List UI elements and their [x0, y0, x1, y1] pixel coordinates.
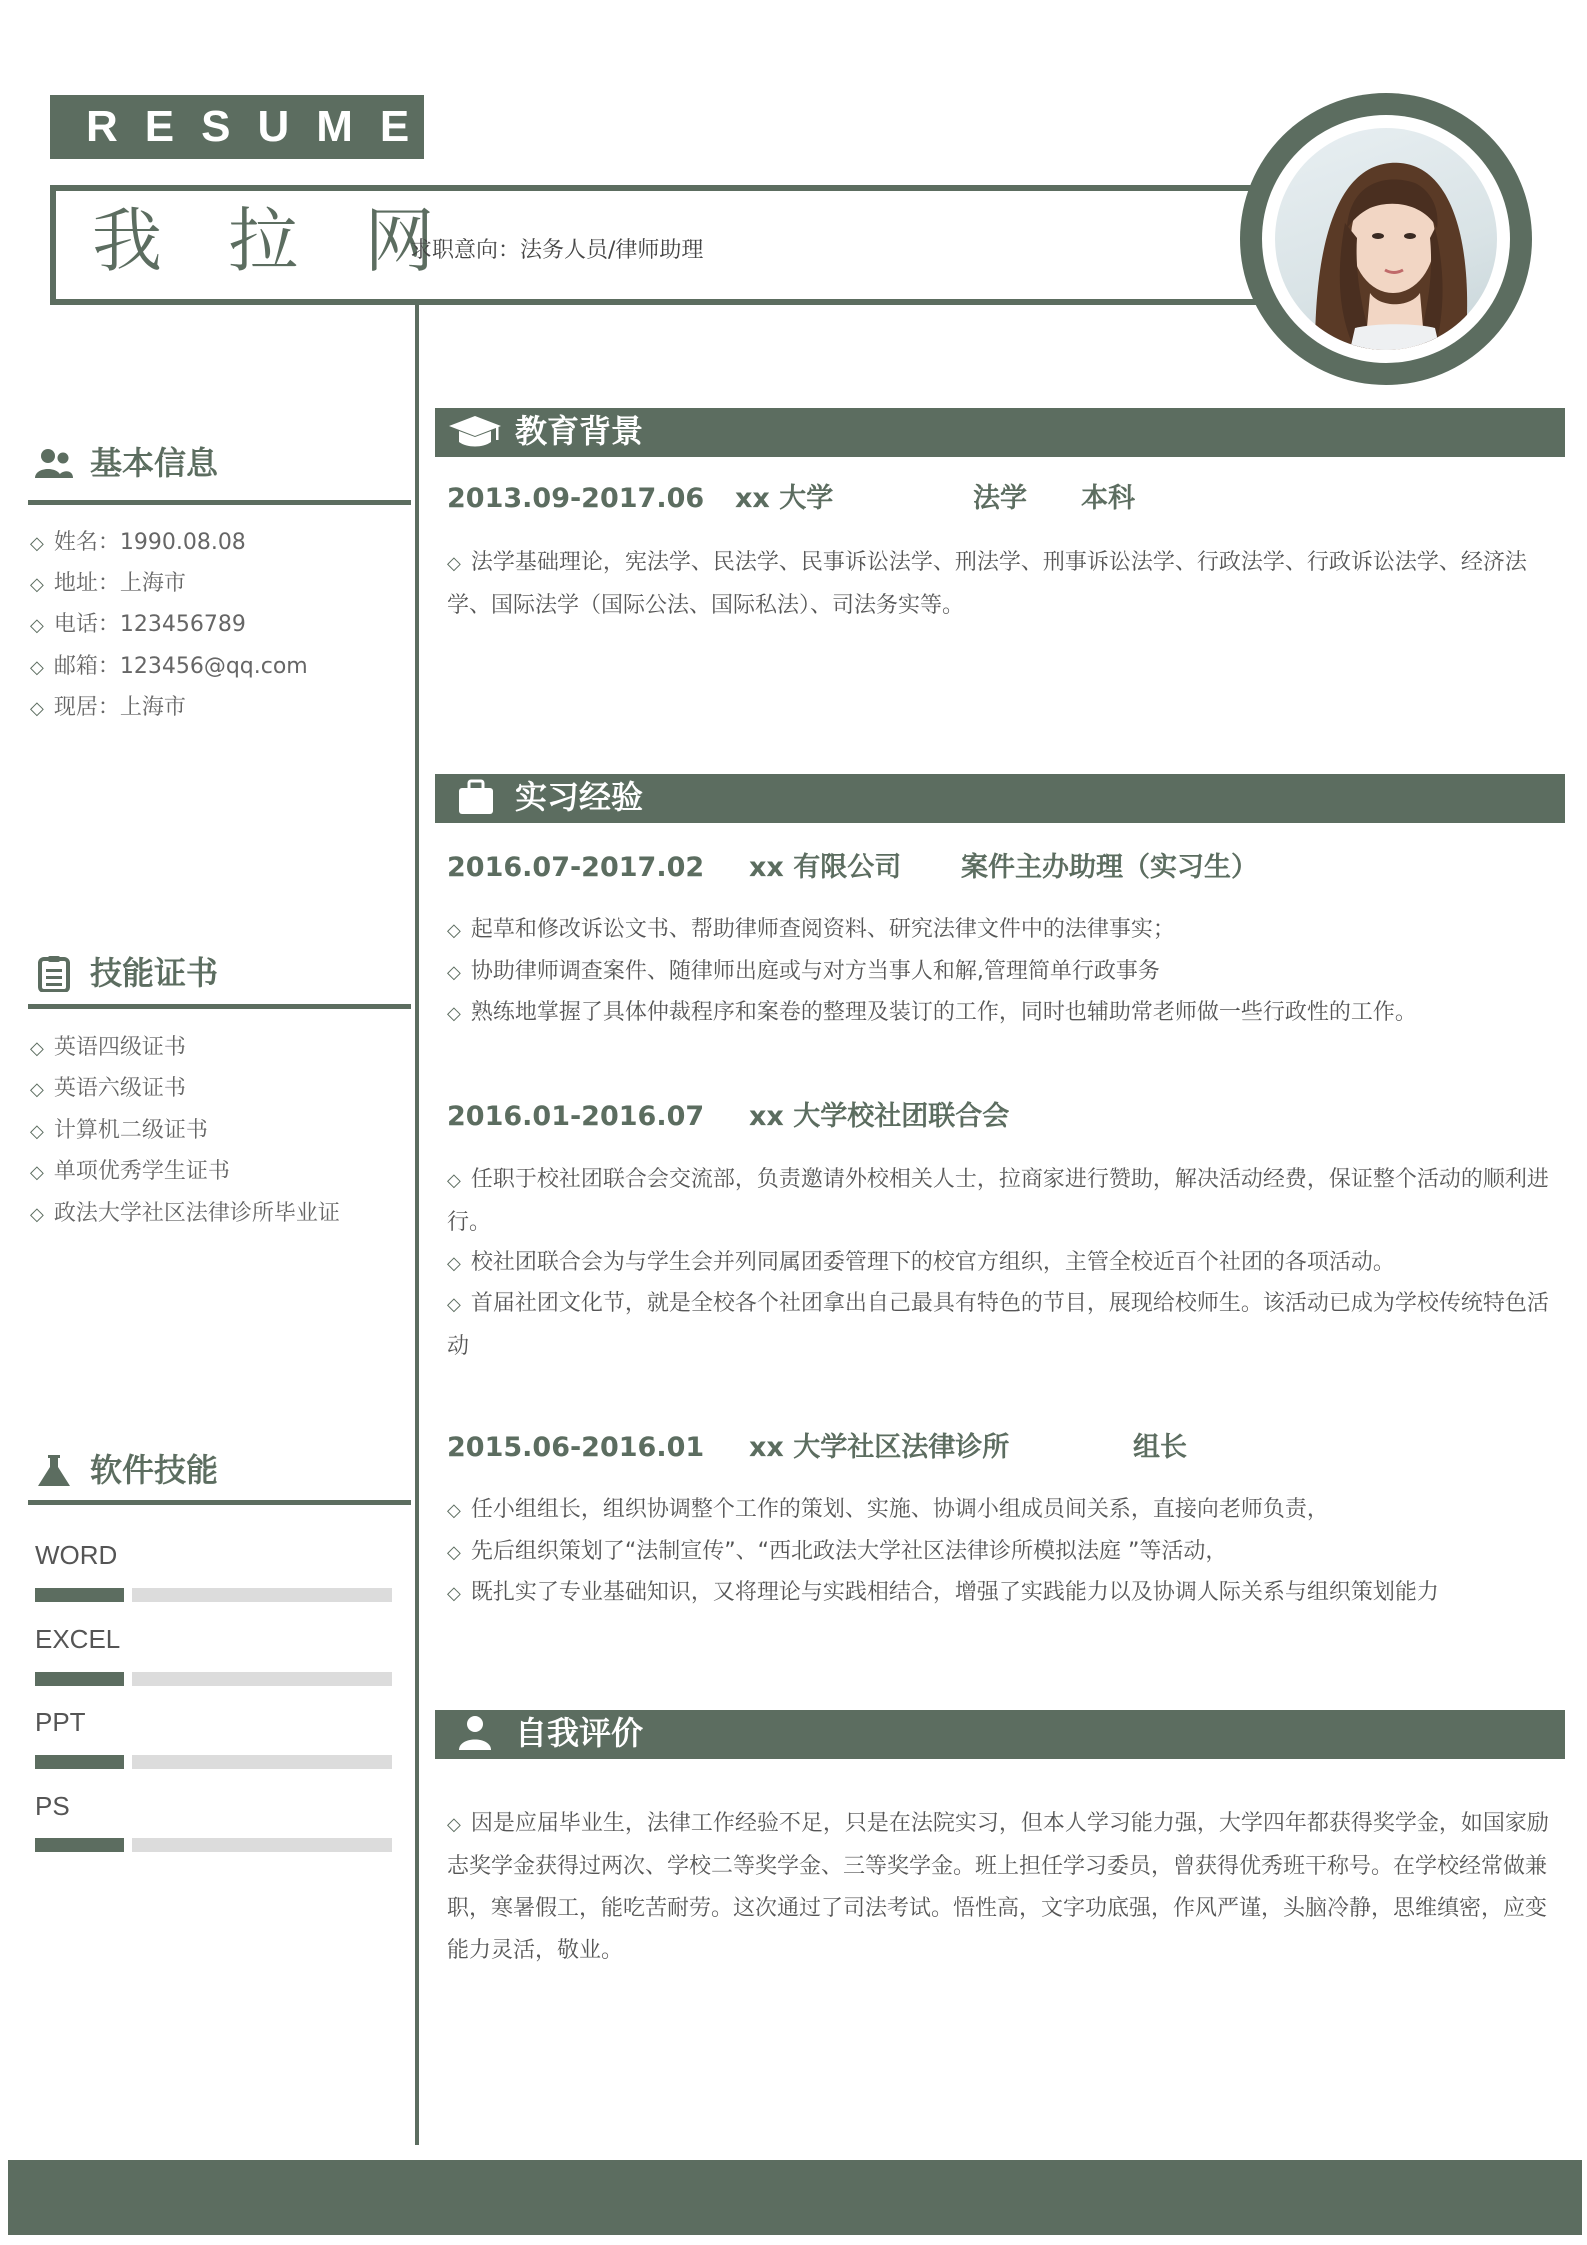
- education-major: 法学: [973, 483, 1027, 514]
- basic-info-header: [28, 438, 413, 488]
- job-intent: 求职意向：法务人员/律师助理: [410, 238, 704, 263]
- cert-item: ◇ 单项优秀学生证书: [30, 1159, 230, 1184]
- column-divider: [415, 305, 419, 2145]
- cert-item: ◇ 英语四级证书: [30, 1035, 186, 1060]
- info-item: ◇ 电话：123456789: [30, 612, 246, 637]
- education-header: [435, 408, 1565, 454]
- internship-rule: [435, 820, 1565, 823]
- skill-bar-fill: [35, 1755, 124, 1769]
- internship-header: [435, 774, 1565, 820]
- users-icon: [34, 446, 74, 482]
- skill-bar-gap: [124, 1755, 132, 1769]
- internship-point: ◇ 熟练地掌握了具体仲裁程序和案卷的整理及装订的工作，同时也辅助常老师做一些行政性的工作。: [447, 1000, 1417, 1025]
- internship-point: ◇ 首届社团文化节，就是全校各个社团拿出自己最具有特色的节目，展现给校师生。该活动已成为学校传统特色活动: [447, 1291, 1549, 1359]
- internship-point: ◇ 既扎实了专业基础知识，又将理论与实践相结合，增强了实践能力以及协调人际关系与组织策划能力: [447, 1580, 1439, 1605]
- candidate-name: 我 拉 网: [92, 200, 457, 282]
- internship-date: 2016.07-2017.02: [447, 852, 705, 883]
- internship-point: ◇ 校社团联合会为与学生会并列同属团委管理下的校官方组织，主管全校近百个社团的各项活动。: [447, 1250, 1395, 1275]
- internship-point: ◇ 起草和修改诉讼文书、帮助律师查阅资料、研究法律文件中的法律事实；: [447, 917, 1175, 942]
- education-entry-head: [447, 481, 1547, 517]
- cert-item: ◇ 计算机二级证书: [30, 1118, 208, 1143]
- portrait-photo: [1275, 128, 1497, 350]
- internship-entry-head: [447, 1099, 1547, 1135]
- internship-role: 组长: [1133, 1432, 1187, 1463]
- graduation-cap-icon: [447, 412, 503, 450]
- education-desc: ◇ 法学基础理论，宪法学、民法学、民事诉讼法学、刑法学、刑事诉讼法学、行政法学、行政诉讼法学、经济法学、国际法学（国际公法、国际私法）、司法务实等。: [447, 550, 1527, 618]
- internship-point: ◇ 任职于校社团联合会交流部，负责邀请外校相关人士，拉商家进行赞助，解决活动经费，保证整个活动的顺利进行。: [447, 1167, 1549, 1235]
- skill-bar-fill: [35, 1588, 124, 1602]
- self-eval-text: ◇ 因是应届毕业生，法律工作经验不足，只是在法院实习，但本人学习能力强，大学四年都获得奖学金，如国家励志奖学金获得过两次、学校二等奖学金、三等奖学金。班上担任学习委员，曾获得优秀班干称号。在学校经常做兼职，寒暑假工，能吃苦耐劳。这次通过了司法考试。悟性高，文字功底强，作风严谨，头脑冷静，思维缜密，应变能力灵活，敬业。: [447, 1811, 1549, 1963]
- internship-title: 实习经验: [515, 778, 644, 816]
- basic-info-title: 基本信息: [90, 444, 219, 482]
- internship-entry-head: [447, 850, 1547, 886]
- self-eval-rule: [435, 1756, 1565, 1759]
- skill-bar-gap: [124, 1588, 132, 1602]
- education-date: 2013.09-2017.06: [447, 483, 705, 514]
- avatar: [1275, 128, 1497, 350]
- internship-role: 案件主办助理（实习生）: [961, 852, 1258, 883]
- education-degree: 本科: [1081, 483, 1135, 514]
- education-rule: [435, 454, 1565, 457]
- skill-name: WORD: [35, 1540, 118, 1570]
- internship-date: 2016.01-2016.07: [447, 1101, 705, 1132]
- skill-bar-gap: [124, 1838, 132, 1852]
- cert-item: ◇ 政法大学社区法律诊所毕业证: [30, 1201, 340, 1226]
- skill-name: EXCEL: [35, 1624, 121, 1654]
- self-eval-title: 自我评价: [515, 1714, 644, 1752]
- internship-point: ◇ 先后组织策划了“法制宣传”、“西北政法大学社区法律诊所模拟法庭 ”等活动，: [447, 1539, 1228, 1564]
- flask-icon: [34, 1453, 74, 1489]
- skill-bar-fill: [35, 1672, 124, 1686]
- internship-date: 2015.06-2016.01: [447, 1432, 705, 1463]
- internship-org: xx 有限公司: [749, 852, 902, 883]
- internship-entry-head: [447, 1430, 1547, 1466]
- software-header: [28, 1445, 413, 1495]
- certificates-rule: [28, 1004, 411, 1009]
- skill-name: PPT: [35, 1707, 86, 1737]
- cert-item: ◇ 英语六级证书: [30, 1076, 186, 1101]
- info-item: ◇ 邮箱：123456@qq.com: [30, 654, 308, 679]
- basic-info-rule: [28, 500, 411, 505]
- footer-bar: [8, 2160, 1582, 2235]
- info-item: ◇ 姓名：1990.08.08: [30, 530, 246, 555]
- resume-tag: RESUME: [50, 95, 424, 159]
- skill-bar-fill: [35, 1838, 124, 1852]
- software-title: 软件技能: [90, 1451, 219, 1489]
- certificates-header: [28, 948, 413, 998]
- software-rule: [28, 1500, 411, 1505]
- certificates-title: 技能证书: [90, 954, 219, 992]
- briefcase-icon: [447, 778, 503, 816]
- info-item: ◇ 现居：上海市: [30, 695, 186, 720]
- education-school: xx 大学: [735, 483, 834, 514]
- education-title: 教育背景: [515, 412, 644, 450]
- internship-org: xx 大学校社团联合会: [749, 1101, 1010, 1132]
- clipboard-icon: [34, 956, 74, 992]
- self-eval-header: [435, 1710, 1565, 1756]
- internship-point: ◇ 任小组组长，组织协调整个工作的策划、实施、协调小组成员间关系，直接向老师负责，: [447, 1497, 1329, 1522]
- internship-org: xx 大学社区法律诊所: [749, 1432, 1010, 1463]
- skill-bar-gap: [124, 1672, 132, 1686]
- internship-point: ◇ 协助律师调查案件、随律师出庭或与对方当事人和解,管理简单行政事务: [447, 959, 1160, 984]
- skill-name: PS: [35, 1791, 70, 1821]
- person-icon: [447, 1714, 503, 1752]
- info-item: ◇ 地址：上海市: [30, 571, 186, 596]
